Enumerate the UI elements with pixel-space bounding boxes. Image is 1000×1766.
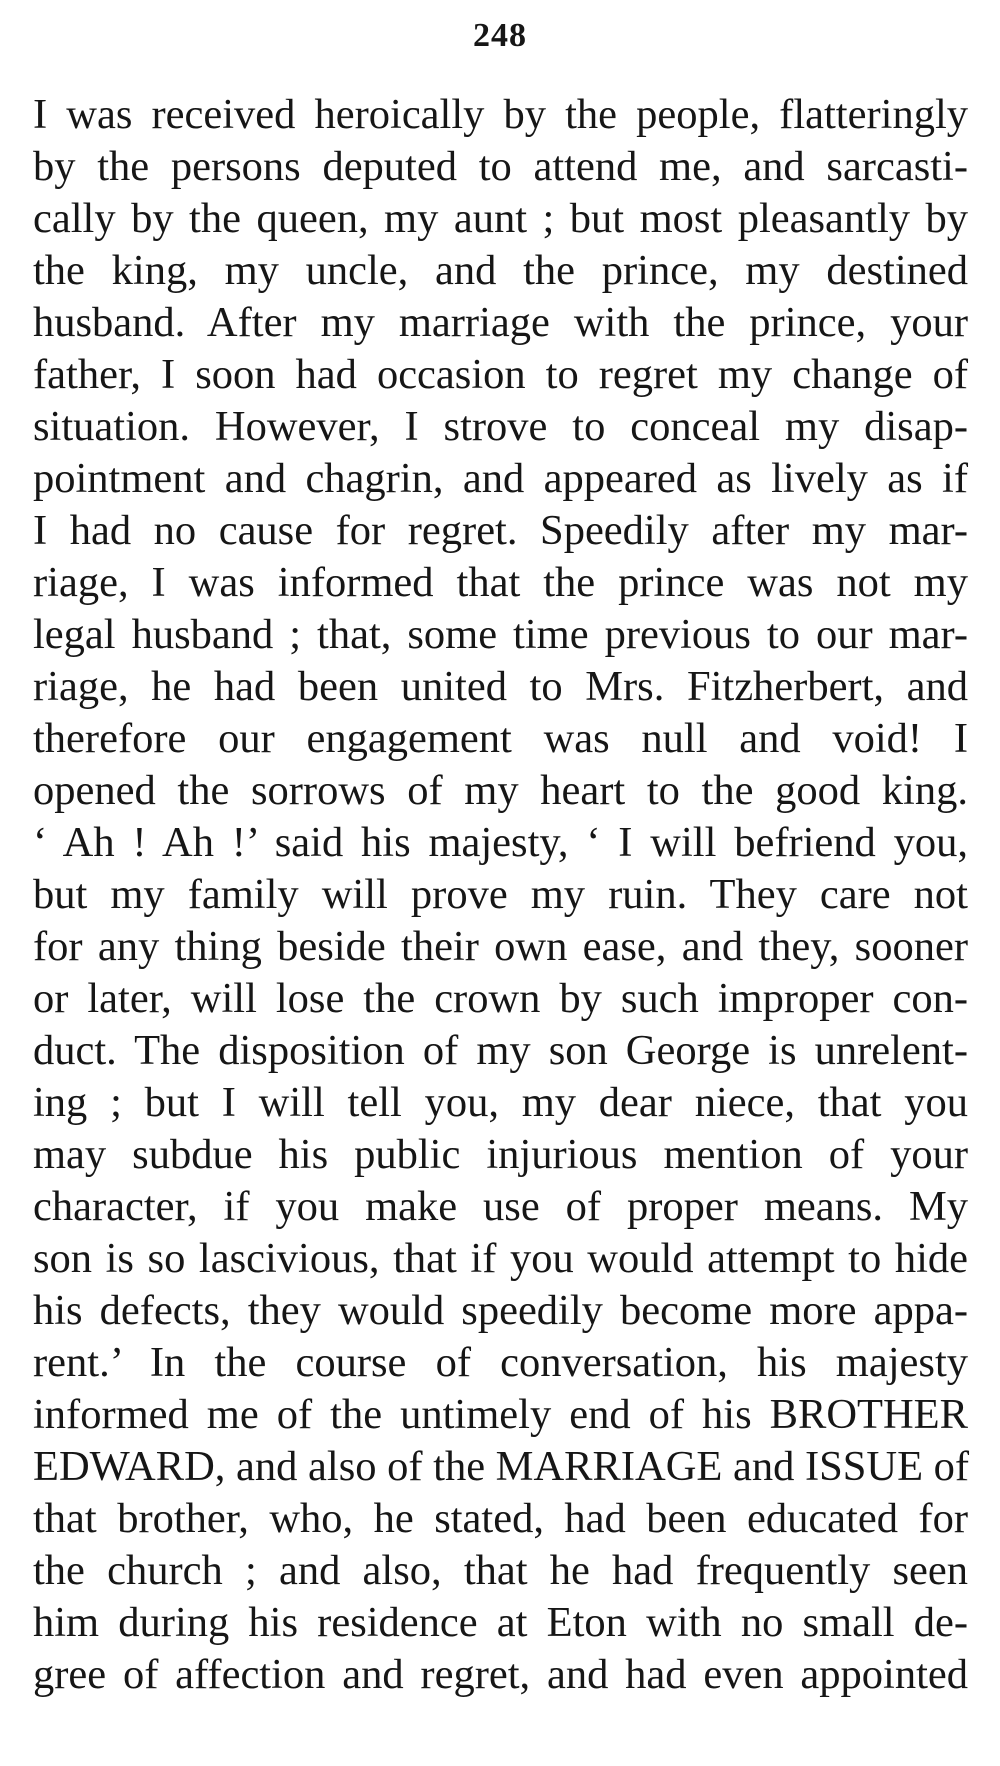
text-line: the king, my uncle, and the prince, my destined xyxy=(33,247,968,294)
text-line: father, I soon had occasion to regret my change of xyxy=(33,351,968,398)
text-line: rent.’ In the course of conversation, his majesty xyxy=(33,1339,968,1386)
text-line: for any thing beside their own ease, and they, sooner xyxy=(33,923,968,970)
text-line: by the persons deputed to attend me, and sarcasti- xyxy=(33,143,968,190)
text-line: that brother, who, he stated, had been educated for xyxy=(33,1495,968,1542)
text-line: I was received heroically by the people, flatteringly xyxy=(33,91,968,138)
text-line: character, if you make use of proper means. My xyxy=(33,1183,968,1230)
text-line: EDWARD, and also of the MARRIAGE and ISSUE of xyxy=(33,1443,970,1490)
text-line: ing ; but I will tell you, my dear niece, that you xyxy=(33,1079,968,1126)
text-line: riage, I was informed that the prince was not my xyxy=(33,559,968,606)
page-body-text xyxy=(33,89,968,1701)
text-line: husband. After my marriage with the prince, your xyxy=(33,299,968,346)
text-line: I had no cause for regret. Speedily after my mar- xyxy=(33,507,968,554)
text-line: pointment and chagrin, and appeared as lively as if xyxy=(33,455,968,502)
text-line: informed me of the untimely end of his BROTHER xyxy=(33,1391,968,1438)
text-line: riage, he had been united to Mrs. Fitzherbert, and xyxy=(33,663,968,710)
text-line: may subdue his public injurious mention of your xyxy=(33,1131,968,1178)
text-line: but my family will prove my ruin. They care not xyxy=(33,871,968,918)
text-line: the church ; and also, that he had frequently seen xyxy=(33,1547,968,1594)
text-line: gree of affection and regret, and had even appointed xyxy=(33,1651,968,1698)
text-line: legal husband ; that, some time previous to our mar- xyxy=(33,611,968,658)
text-line: son is so lascivious, that if you would attempt to hide xyxy=(33,1235,968,1282)
text-line: cally by the queen, my aunt ; but most pleasantly by xyxy=(33,195,968,242)
text-line: duct. The disposition of my son George is unrelent- xyxy=(33,1027,968,1074)
text-line: his defects, they would speedily become more appa- xyxy=(33,1287,968,1334)
text-line: or later, will lose the crown by such improper con- xyxy=(33,975,968,1022)
text-line: him during his residence at Eton with no small de- xyxy=(33,1599,968,1646)
page-number: 248 xyxy=(473,17,527,54)
text-line: therefore our engagement was null and void! I xyxy=(33,715,968,762)
text-line: situation. However, I strove to conceal my disap- xyxy=(33,403,968,450)
text-line: ‘ Ah ! Ah !’ said his majesty, ‘ I will befriend you, xyxy=(33,819,968,866)
text-line: opened the sorrows of my heart to the good king. xyxy=(33,767,968,814)
